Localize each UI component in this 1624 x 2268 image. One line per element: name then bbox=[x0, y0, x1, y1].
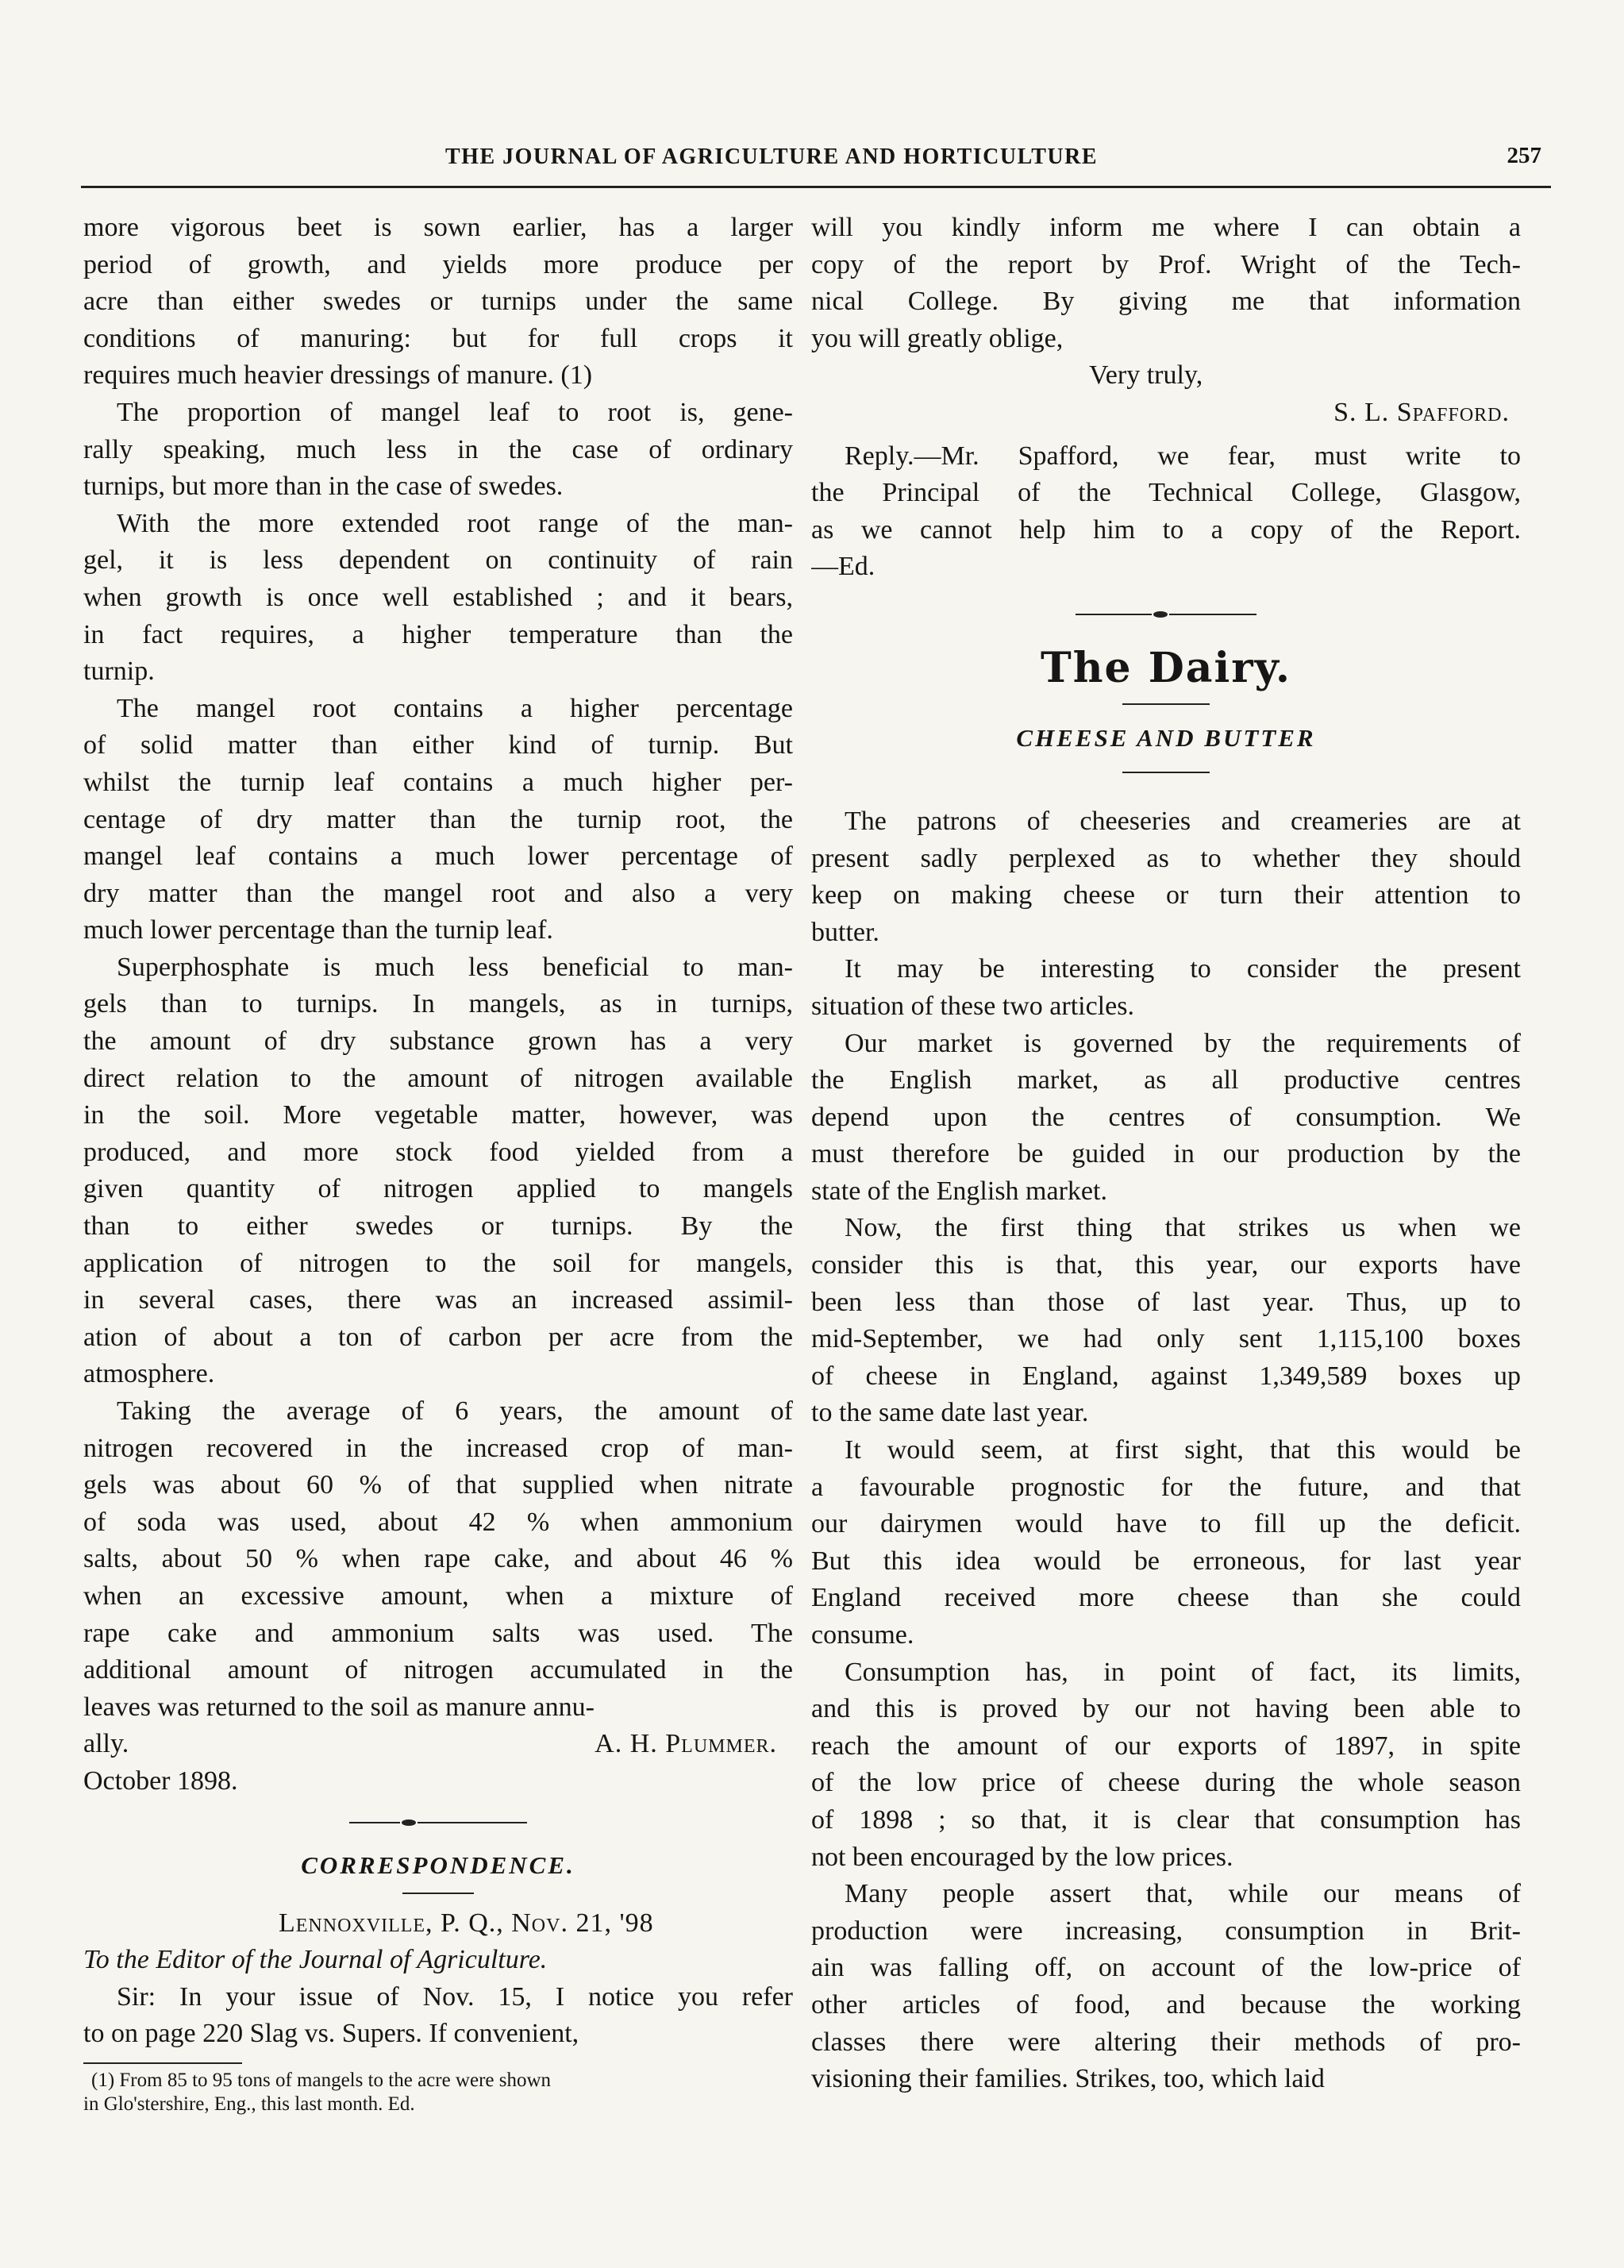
text-line: Consumption has, in point of fact, its limits, bbox=[845, 1657, 1521, 1687]
text-line: ain was falling off, on account of the low-price of bbox=[811, 1953, 1521, 1983]
text-line: additional amount of nitrogen accumulated in the bbox=[83, 1655, 793, 1685]
text-line: leaves was returned to the soil as manure annu- bbox=[83, 1692, 595, 1722]
paragraph bbox=[83, 395, 793, 506]
text-line: reach the amount of our exports of 1897, in spite bbox=[811, 1731, 1521, 1761]
editor-reply bbox=[811, 438, 1521, 586]
letter-signer: S. L. Spafford. bbox=[1333, 397, 1510, 427]
divider-rule bbox=[349, 1822, 400, 1823]
text-line: England received more cheese than she could bbox=[811, 1583, 1521, 1613]
footnote-line: in Glo'stershire, Eng., this last month. Ed. bbox=[83, 2093, 415, 2115]
paragraph bbox=[811, 1432, 1521, 1654]
text-line: the amount of dry substance grown has a very bbox=[83, 1026, 793, 1057]
running-title: THE JOURNAL OF AGRICULTURE AND HORTICULTURE bbox=[444, 144, 1098, 169]
right-column bbox=[811, 210, 1521, 2098]
text-line: the Principal of the Technical College, Glasgow, bbox=[811, 478, 1521, 508]
text-line: dry matter than the mangel root and also a very bbox=[83, 878, 793, 908]
section-heading: The Dairy. bbox=[1041, 643, 1291, 692]
text-line: direct relation to the amount of nitrogen available bbox=[83, 1063, 793, 1093]
text-line: gels was about 60 % of that supplied when nitrate bbox=[83, 1470, 793, 1500]
text-line: as we cannot help him to a copy of the Report. bbox=[811, 514, 1521, 545]
text-line: period of growth, and yields more produce per bbox=[83, 249, 793, 279]
letter-place-date: Lennoxville, P. Q., Nov. 21, '98 bbox=[279, 1908, 654, 1938]
author-signature: A. H. Plummer. bbox=[595, 1729, 777, 1759]
text-line: consume. bbox=[811, 1620, 914, 1650]
left-column bbox=[83, 210, 793, 2116]
text-line: But this idea would be erroneous, for last year bbox=[811, 1546, 1521, 1576]
date-line: October 1898. bbox=[83, 1765, 238, 1796]
text-line: to the same date last year. bbox=[811, 1398, 1089, 1428]
text-line: depend upon the centres of consumption. We bbox=[811, 1102, 1521, 1132]
page-number: 257 bbox=[1507, 143, 1541, 168]
text-line: to on page 220 Slag vs. Supers. If convenient, bbox=[83, 2019, 579, 2049]
text-line: in the soil. More vegetable matter, however, was bbox=[83, 1100, 793, 1130]
text-line: mid-September, we had only sent 1,115,100 boxes bbox=[811, 1324, 1521, 1354]
text-line: salts, about 50 % when rape cake, and about 46 % bbox=[83, 1544, 793, 1574]
divider-rule bbox=[418, 1822, 527, 1823]
text-line: present sadly perplexed as to whether they should bbox=[811, 843, 1521, 873]
text-line: the English market, as all productive centres bbox=[811, 1065, 1521, 1095]
text-line: The proportion of mangel leaf to root is, gene- bbox=[117, 397, 793, 427]
letter-body bbox=[83, 1979, 793, 2053]
text-line: conditions of manuring: but for full crops it bbox=[83, 323, 793, 353]
paragraph bbox=[83, 210, 793, 395]
section-divider bbox=[811, 592, 1521, 637]
text-line: The patrons of cheeseries and creameries are at bbox=[845, 806, 1521, 836]
text-line: gels than to turnips. In mangels, as in turnips, bbox=[83, 989, 793, 1019]
text-line: other articles of food, and because the working bbox=[811, 1989, 1521, 2020]
text-line: much lower percentage than the turnip leaf. bbox=[83, 915, 553, 945]
text-line: situation of these two articles. bbox=[811, 991, 1134, 1021]
paragraph bbox=[811, 1876, 1521, 2098]
text-line: our dairymen would have to fill up the deficit. bbox=[811, 1509, 1521, 1539]
text-line: a favourable prognostic for the future, and that bbox=[811, 1472, 1521, 1502]
paragraph bbox=[811, 1210, 1521, 1432]
text-line: Taking the average of 6 years, the amount of bbox=[117, 1396, 793, 1426]
text-line: Superphosphate is much less beneficial to man- bbox=[117, 952, 793, 982]
text-line: It may be interesting to consider the present bbox=[845, 954, 1521, 984]
text-line: turnips, but more than in the case of swedes. bbox=[83, 472, 564, 502]
text-line: —Ed. bbox=[811, 552, 875, 582]
text-line: been less than those of last year. Thus, up to bbox=[811, 1287, 1521, 1317]
short-rule bbox=[1122, 703, 1210, 705]
section-divider bbox=[83, 1800, 793, 1845]
text-line: classes there were altering their methods of pro- bbox=[811, 2027, 1521, 2057]
text-line: production were increasing, consumption in Brit- bbox=[811, 1916, 1521, 1946]
running-head bbox=[81, 140, 1541, 175]
paragraph bbox=[811, 951, 1521, 1025]
text-line: given quantity of nitrogen applied to mangels bbox=[83, 1174, 793, 1204]
text-line: must therefore be guided in our production by the bbox=[811, 1139, 1521, 1169]
text-line: Many people assert that, while our means of bbox=[845, 1879, 1521, 1909]
text-line: nitrogen recovered in the increased crop of man- bbox=[83, 1433, 793, 1463]
paragraph bbox=[83, 1393, 793, 1726]
text-line: requires much heavier dressings of manure. (1) bbox=[83, 360, 593, 391]
footnote bbox=[83, 2069, 793, 2116]
text-line: Sir: In your issue of Nov. 15, I notice you refer bbox=[117, 1981, 793, 2012]
divider-rule bbox=[1076, 614, 1152, 615]
divider-ornament bbox=[1153, 611, 1168, 618]
paragraph bbox=[811, 1026, 1521, 1211]
text-line: when growth is once well established ; and it bears, bbox=[83, 582, 793, 612]
divider-rule bbox=[1169, 614, 1256, 615]
text-line: and this is proved by our not having been able to bbox=[811, 1694, 1521, 1724]
text-line: will you kindly inform me where I can obtain a bbox=[811, 213, 1521, 242]
paragraph bbox=[811, 803, 1521, 951]
letter-addressee: To the Editor of the Journal of Agriculture. bbox=[83, 1945, 548, 1975]
text-line: Our market is governed by the requirements of bbox=[845, 1028, 1521, 1058]
text-line: rally speaking, much less in the case of ordinary bbox=[83, 434, 793, 464]
sig-left-text: ally. bbox=[83, 1729, 129, 1759]
text-line: in fact requires, a higher temperature than the bbox=[83, 619, 793, 649]
paragraph bbox=[811, 1654, 1521, 1877]
text-line: acre than either swedes or turnips under the same bbox=[83, 287, 793, 317]
letter-closing: Very truly, bbox=[1089, 360, 1203, 391]
letter-continuation bbox=[811, 210, 1521, 357]
text-line: more vigorous beet is sown earlier, has a larger bbox=[83, 213, 793, 242]
header-rule bbox=[81, 186, 1551, 188]
text-line: of solid matter than either kind of turnip. But bbox=[83, 730, 793, 760]
text-line: centage of dry matter than the turnip root, the bbox=[83, 804, 793, 834]
text-line: butter. bbox=[811, 917, 879, 947]
footnote-rule bbox=[83, 2062, 242, 2064]
short-rule bbox=[1122, 772, 1210, 773]
text-line: copy of the report by Prof. Wright of the Tech- bbox=[811, 249, 1521, 279]
text-line: you will greatly oblige, bbox=[811, 323, 1064, 353]
signature-line bbox=[83, 1726, 793, 1763]
text-line: in several cases, there was an increased assimil- bbox=[83, 1285, 793, 1315]
text-line: state of the English market. bbox=[811, 1176, 1107, 1206]
text-line: visioning their families. Strikes, too, which laid bbox=[811, 2064, 1325, 2094]
text-line: It would seem, at first sight, that this would be bbox=[845, 1435, 1521, 1465]
short-rule bbox=[402, 1893, 474, 1894]
text-line: ation of about a ton of carbon per acre from the bbox=[83, 1322, 793, 1352]
paragraph bbox=[83, 949, 793, 1393]
text-line: consider this is that, this year, our exports have bbox=[811, 1250, 1521, 1280]
text-line: atmosphere. bbox=[83, 1359, 215, 1389]
footnote-line: (1) From 85 to 95 tons of mangels to the acre were shown bbox=[91, 2069, 552, 2091]
text-line: nical College. By giving me that information bbox=[811, 287, 1521, 317]
text-line: mangel leaf contains a much lower percentage of bbox=[83, 841, 793, 872]
paragraph bbox=[83, 506, 793, 691]
text-line: of the low price of cheese during the whole season bbox=[811, 1768, 1521, 1798]
text-line: The mangel root contains a higher percentage bbox=[117, 693, 793, 723]
text-line: not been encouraged by the low prices. bbox=[811, 1842, 1233, 1872]
text-line: keep on making cheese or turn their attention to bbox=[811, 880, 1521, 911]
text-line: produced, and more stock food yielded from a bbox=[83, 1137, 793, 1167]
text-line: whilst the turnip leaf contains a much higher per- bbox=[83, 767, 793, 797]
text-line: With the more extended root range of the man- bbox=[117, 508, 793, 538]
paragraph bbox=[83, 691, 793, 949]
text-line: Reply.—Mr. Spafford, we fear, must write to bbox=[845, 441, 1521, 471]
text-line: than to either swedes or turnips. By the bbox=[83, 1211, 793, 1242]
text-line: of 1898 ; so that, it is clear that consumption has bbox=[811, 1804, 1521, 1835]
correspondence-heading: CORRESPONDENCE. bbox=[301, 1850, 575, 1879]
text-line: when an excessive amount, when a mixture of bbox=[83, 1581, 793, 1611]
text-line: Now, the first thing that strikes us when we bbox=[845, 1213, 1521, 1243]
text-line: application of nitrogen to the soil for mangels, bbox=[83, 1248, 793, 1278]
text-line: rape cake and ammonium salts was used. The bbox=[83, 1618, 793, 1648]
divider-ornament bbox=[402, 1819, 416, 1826]
text-line: gel, it is less dependent on continuity of rain bbox=[83, 545, 793, 576]
text-line: turnip. bbox=[83, 657, 155, 687]
text-line: of soda was used, about 42 % when ammonium bbox=[83, 1507, 793, 1537]
text-line: of cheese in England, against 1,349,589 boxes up bbox=[811, 1361, 1521, 1391]
article-title: CHEESE AND BUTTER bbox=[1016, 723, 1316, 752]
